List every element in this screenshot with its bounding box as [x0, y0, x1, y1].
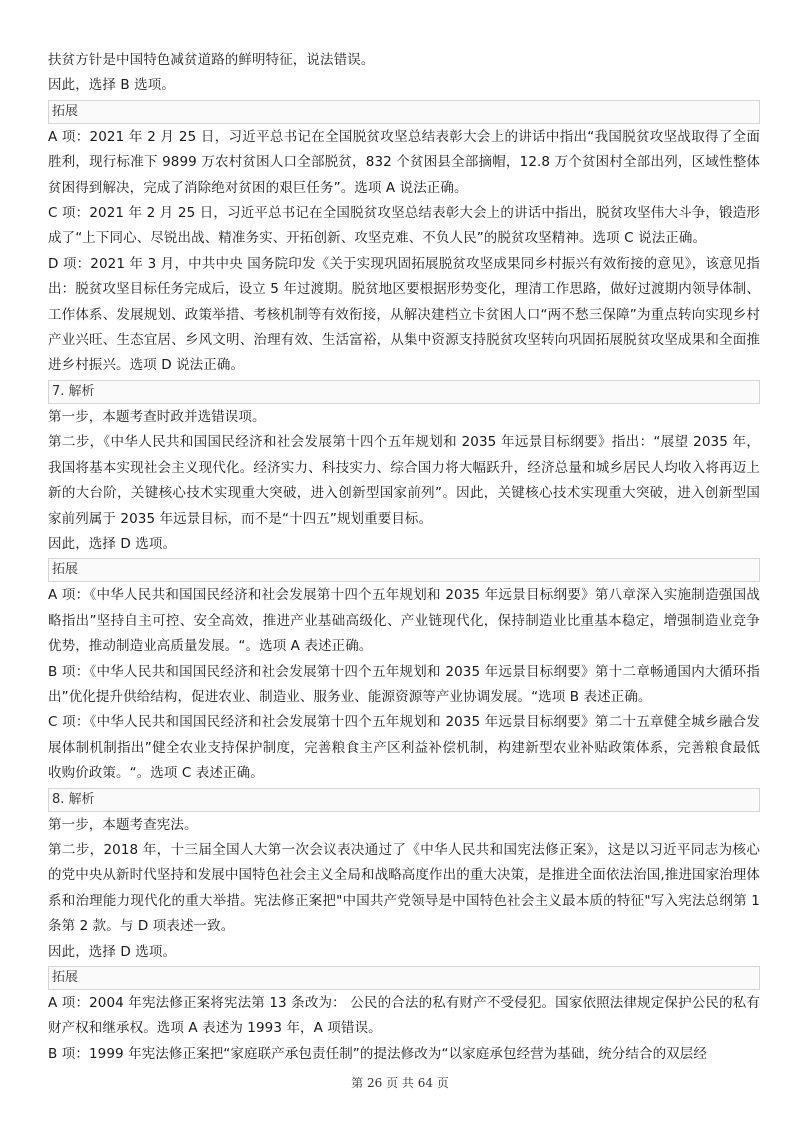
q8-step2: 第二步，2018 年，十三届全国人大第一次会议表决通过了《中华人民共和国宪法修正案》，这是以习近平同志为核心的党中央从新时代坚持和发展中国特色社会主义全局和战略高度作出的重大决策，是推进全面依法治国,推进国家治理体系和治理能力现代化的重大举措。宪法修正案把"中国共产党领导是中国特色社会主义最本质的特征"写入宪法总纲第 1 条第 2 款。与 D 项表述一致。 [48, 841, 760, 935]
text-line: 扶贫方针是中国特色减贫道路的鲜明特征，说法错误。 [48, 52, 375, 68]
option-a-text: A 项：2021 年 2 月 25 日，习近平总书记在全国脱贫攻坚总结表彰大会上的讲话中指出“我国脱贫攻坚战取得了全面胜利，现行标准下 9899 万农村贫困人口全部脱贫，832 个贫困县全部摘帽，12.8 万个贫困村全部出列，区域性整体贫困得到解决，完成了消除绝对贫困的艰巨任务”。选项 A 说法正确。 [48, 128, 760, 196]
section-bar-expand: 拓展 [48, 100, 760, 124]
section-bar-expand: 拓展 [48, 558, 760, 582]
q7-answer: 因此，选择 D 选项。 [48, 535, 177, 552]
q7-option-c: C 项：《中华人民共和国国民经济和社会发展第十四个五年规划和 2035 年远景目标纲要》第二十五章健全城乡融合发展体制机制指出”健全农业支持保护制度，完善粮食主产区利益补偿机制，构建新型农业补贴政策体系，完善粮食最低收购价政策。“。选项 C 表述正确。 [48, 714, 760, 782]
q7-step1: 第一步，本题考查时政并选错误项。 [48, 408, 266, 425]
q8-option-a: A 项：2004 年宪法修正案将宪法第 13 条改为： 公民的合法的私有财产不受侵犯。国家依照法律规定保护公民的私有财产权和继承权。选项 A 表述为 1993 年，A 项错误。 [48, 995, 760, 1037]
q8-step1: 第一步，本题考查宪法。 [48, 816, 198, 833]
section-bar-expand: 拓展 [48, 966, 760, 990]
page-footer: 第 26 页 共 64 页 [351, 1076, 449, 1090]
option-d-text: D 项：2021 年 3 月，中共中央 国务院印发《关于实现巩固拓展脱贫攻坚成果同乡村振兴有效衔接的意见》，该意见指出：脱贫攻坚目标任务完成后，设立 5 年过渡期。脱贫地区要根据形势变化，理清工作思路，做好过渡期内领导体制、工作体系、发展规划、政策举措、考核机制等有效衔接，从解决建档立卡贫困人口“两不愁三保障”为重点转向实现乡村产业兴旺、生态宜居、乡风文明、治理有效、生活富裕，从集中资源支持脱贫攻坚转向巩固拓展脱贫攻坚成果和全面推进乡村振兴。选项 D 说法正确。 [48, 255, 760, 374]
section-bar-q7: 7. 解析 [48, 380, 760, 404]
q7-option-a: A 项：《中华人民共和国国民经济和社会发展第十四个五年规划和 2035 年远景目标纲要》第八章深入实施制造强国战略指出”坚持自主可控、安全高效，推进产业基础高级化、产业链现代化，保持制造业比重基本稳定，增强制造业竞争优势，推动制造业高质量发展。“。选项 A 表述正确。 [48, 587, 760, 655]
q7-option-b: B 项：《中华人民共和国国民经济和社会发展第十四个五年规划和 2035 年远景目标纲要》第十二章畅通国内大循环指出”优化提升供给结构，促进农业、制造业、服务业、能源资源等产业协调发展。“选项 B 表述正确。 [48, 663, 760, 705]
q7-step2: 第二步，《中华人民共和国国民经济和社会发展第十四个五年规划和 2035 年远景目标纲要》指出：“展望 2035 年，我国将基本实现社会主义现代化。经济实力、科技实力、综合国力将大幅跃升，经济总量和城乡居民人均收入将再迈上新的大台阶，关键核心技术实现重大突破，进入创新型国家前列”。因此，关键核心技术实现重大突破，进入创新型国家前列属于 2035 年远景目标，而不是“十四五”规划重要目标。 [48, 434, 760, 527]
answer-line: 因此，选择 B 选项。 [48, 77, 175, 94]
q8-option-b: B 项：1999 年宪法修正案把“家庭联产承包责任制”的提法修改为“以家庭承包经营为基础，统分结合的双层经 [48, 1045, 707, 1062]
document-body [48, 48, 760, 1067]
section-bar-q8: 8. 解析 [48, 788, 760, 812]
q8-answer: 因此，选择 D 选项。 [48, 943, 177, 960]
option-c-text: C 项：2021 年 2 月 25 日，习近平总书记在全国脱贫攻坚总结表彰大会上的讲话中指出，脱贫攻坚伟大斗争，锻造形成了“上下同心、尽锐出战、精准务实、开拓创新、攻坚克难、不负人民”的脱贫攻坚精神。选项 C 说法正确。 [48, 205, 760, 247]
